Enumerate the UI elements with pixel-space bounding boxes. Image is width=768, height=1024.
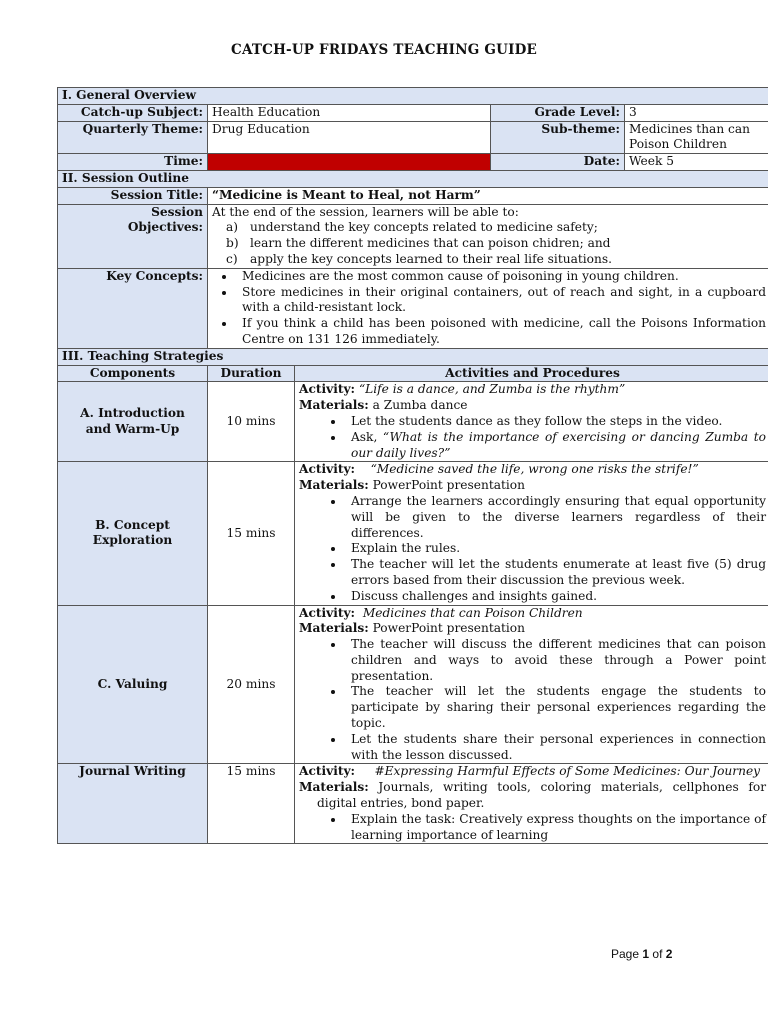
session-title-value: “Medicine is Meant to Heal, not Harm” — [208, 187, 768, 204]
strategy-row-valuing — [58, 605, 768, 764]
time-value — [208, 154, 491, 171]
section-heading: I. General Overview — [58, 88, 768, 105]
objective-item: learn the different medicines that can poison chidren; and — [250, 236, 611, 251]
section-teaching-strategies — [58, 348, 768, 365]
grade-value: 3 — [625, 104, 768, 121]
key-concepts-cell — [208, 268, 768, 348]
page-word: Page — [611, 947, 640, 961]
activity-label: Activity: — [299, 462, 356, 477]
procedure-item: • The teacher will let the students enumerate at least five (5) drug errors based from their discussion the previous week. — [345, 557, 766, 589]
procedure-list — [299, 812, 766, 844]
procedure-list — [299, 414, 766, 461]
activity-line — [299, 382, 766, 398]
objectives-label-line-2: Objectives: — [127, 220, 203, 235]
procedure-item: • Explain the task: Creatively express thoughts on the importance of learning importance of learning — [345, 812, 766, 844]
objective-item: apply the key concepts learned to their real life situations. — [250, 251, 612, 266]
col-components: Components — [58, 365, 208, 382]
activity-title: “Medicine saved the life, wrong one risks the strife!” — [370, 462, 699, 477]
section-session-outline — [58, 170, 768, 187]
row-theme — [58, 121, 768, 154]
strategies-header-row — [58, 365, 768, 382]
subtheme-value: Medicines than can Poison Children — [625, 121, 768, 154]
procedure-item: • The teacher will let the students engage the students to participate by sharing their personal experiences regarding the topic. — [345, 684, 766, 731]
objectives-cell — [208, 204, 768, 268]
activity-label: Activity: — [299, 605, 356, 620]
materials-label: Materials: — [299, 478, 369, 493]
key-concept-item: • If you think a child has been poisoned with medicine, call the Poisons Information Centre on 131 126 immediately. — [236, 316, 766, 348]
procedure-item: • Let the students dance as they follow the steps in the video. — [345, 414, 766, 430]
component-name: Journal Writing — [58, 764, 208, 844]
col-duration: Duration — [208, 365, 295, 382]
activities-cell — [295, 605, 768, 764]
total-pages: 2 — [665, 947, 673, 961]
activity-label: Activity: — [299, 382, 356, 397]
session-title-label: Session Title: — [58, 187, 208, 204]
materials-label: Materials: — [299, 621, 369, 636]
objectives-label — [58, 204, 208, 268]
row-time — [58, 154, 768, 171]
activity-title: Medicines that can Poison Children — [362, 605, 583, 620]
activity-line — [299, 764, 766, 780]
activity-title: #Expressing Harmful Effects of Some Medicines: Our Journey — [374, 764, 761, 779]
duration-value: 20 mins — [208, 605, 295, 764]
component-line-1: A. Introduction — [80, 406, 185, 421]
objectives-list — [212, 220, 766, 267]
duration-value: 15 mins — [208, 764, 295, 844]
materials-line — [299, 478, 766, 494]
strategy-row-journal-writing — [58, 764, 768, 844]
component-name — [58, 382, 208, 462]
activity-line — [299, 606, 766, 622]
section-heading: III. Teaching Strategies — [58, 348, 768, 365]
grade-label: Grade Level: — [491, 104, 625, 121]
col-activities: Activities and Procedures — [295, 365, 768, 382]
procedure-item: • The teacher will discuss the different medicines that can poison children and ways to avoid these through a Power point presentation. — [345, 637, 766, 684]
of-word: of — [652, 947, 663, 961]
duration-value: 10 mins — [208, 382, 295, 462]
materials-label: Materials: — [299, 780, 369, 795]
materials-value: a Zumba dance — [372, 398, 468, 413]
key-concepts-label: Key Concepts: — [58, 268, 208, 348]
component-name — [58, 462, 208, 605]
ask-label: Ask, — [351, 429, 378, 444]
procedure-list — [299, 494, 766, 605]
duration-value: 15 mins — [208, 462, 295, 605]
key-concept-item: • Store medicines in their original containers, out of reach and sight, in a cupboard with a child-resistant lock. — [236, 285, 766, 317]
teaching-guide-table — [57, 87, 768, 844]
date-value: Week 5 — [625, 154, 768, 171]
strategy-row-concept-exploration — [58, 462, 768, 605]
activities-cell — [295, 764, 768, 844]
procedure-item: • Discuss challenges and insights gained. — [345, 589, 766, 605]
key-concepts-list — [212, 269, 766, 348]
component-line-2: and Warm-Up — [85, 421, 180, 436]
procedure-item: • Arrange the learners accordingly ensuring that equal opportunity will be given to the diverse learners regardless of their differences. — [345, 494, 766, 541]
activities-cell — [295, 382, 768, 462]
time-label: Time: — [58, 154, 208, 171]
document-title: CATCH-UP FRIDAYS TEACHING GUIDE — [231, 42, 537, 58]
section-general-overview — [58, 88, 768, 105]
row-key-concepts — [58, 268, 768, 348]
activities-cell — [295, 462, 768, 605]
subject-label: Catch-up Subject: — [58, 104, 208, 121]
component-name: C. Valuing — [58, 605, 208, 764]
theme-value: Drug Education — [208, 121, 491, 154]
key-concept-item: • Medicines are the most common cause of poisoning in young children. — [236, 269, 766, 285]
materials-value: PowerPoint presentation — [372, 478, 525, 493]
current-page: 1 — [642, 947, 650, 961]
procedure-item — [345, 430, 766, 462]
procedure-item: • Let the students share their personal experiences in connection with the lesson discussed. — [345, 732, 766, 764]
objectives-label-line-1: Session — [151, 204, 203, 219]
materials-value: Journals, writing tools, coloring materials, cellphones for digital entries, bond paper. — [317, 780, 767, 811]
objective-item: understand the key concepts related to medicine safety; — [250, 220, 598, 235]
ask-question: “What is the importance of exercising or dancing Zumba to our daily lives?” — [351, 429, 767, 460]
date-label: Date: — [491, 154, 625, 171]
strategy-row-introduction — [58, 382, 768, 462]
row-objectives — [58, 204, 768, 268]
row-session-title — [58, 187, 768, 204]
materials-line — [299, 398, 766, 414]
materials-line — [299, 621, 766, 637]
materials-label: Materials: — [299, 398, 369, 413]
page-number — [611, 947, 672, 961]
activity-title: “Life is a dance, and Zumba is the rhythm” — [358, 382, 626, 397]
component-line-2: Exploration — [92, 533, 173, 548]
procedure-list — [299, 637, 766, 763]
materials-line — [299, 780, 766, 812]
row-subject — [58, 104, 768, 121]
subject-value: Health Education — [208, 104, 491, 121]
activity-label: Activity: — [299, 764, 356, 779]
theme-label: Quarterly Theme: — [58, 121, 208, 154]
subtheme-label: Sub-theme: — [491, 121, 625, 154]
procedure-item: • Explain the rules. — [345, 541, 766, 557]
section-heading: II. Session Outline — [58, 170, 768, 187]
materials-value: PowerPoint presentation — [372, 621, 525, 636]
activity-line — [299, 462, 766, 478]
component-line-1: B. Concept — [95, 517, 170, 532]
objectives-intro: At the end of the session, learners will be able to: — [212, 204, 519, 219]
